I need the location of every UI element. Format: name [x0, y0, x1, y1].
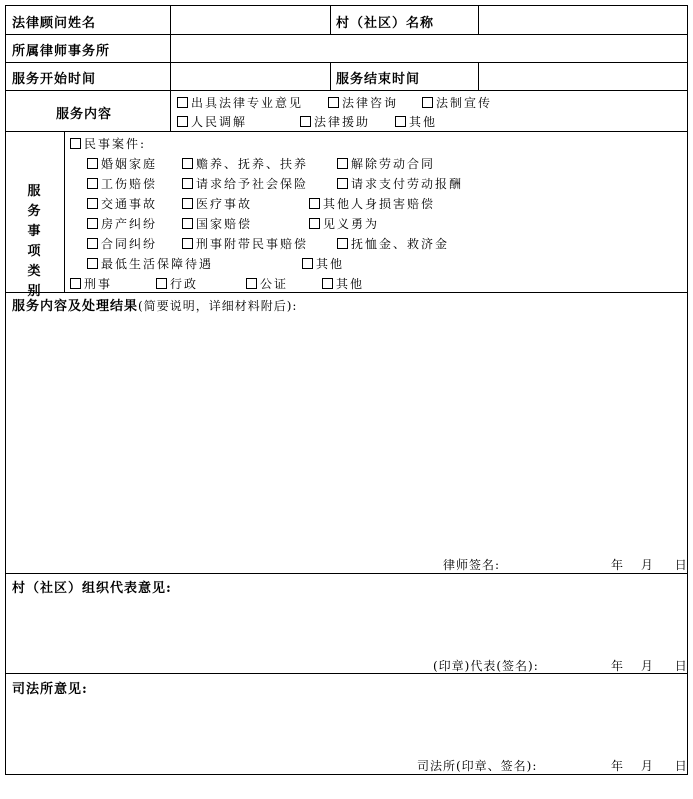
option-other-category[interactable]: 其他: [322, 275, 364, 292]
start-time-field[interactable]: [171, 62, 330, 90]
end-time-label: 服务结束时间: [336, 72, 421, 87]
legal-advisor-service-form: [5, 5, 688, 775]
option-contract-dispute[interactable]: 合同纠纷: [87, 235, 157, 252]
col-divider: [330, 6, 331, 34]
village-opinion-title: 村（社区）组织代表意见:: [12, 581, 172, 596]
option-other-content[interactable]: 其他: [395, 113, 437, 130]
option-criminal[interactable]: 刑事: [70, 275, 112, 292]
row-divider: [6, 673, 687, 674]
checkbox[interactable]: [87, 178, 98, 189]
option-civil-other[interactable]: 其他: [302, 255, 344, 272]
option-support[interactable]: 赡养、抚养、扶养: [182, 155, 308, 172]
option-relief-fund[interactable]: 抚恤金、救济金: [337, 235, 449, 252]
village-signature-date: [611, 657, 687, 674]
village-opinion-area[interactable]: [6, 596, 687, 651]
checkbox[interactable]: [87, 258, 98, 269]
checkbox[interactable]: [182, 158, 193, 169]
lawyer-signature-label: 律师签名:: [443, 558, 501, 572]
row-divider: [6, 573, 687, 574]
option-legal-publicity[interactable]: 法制宣传: [422, 94, 492, 111]
day-label: 日: [674, 558, 687, 572]
checkbox[interactable]: [70, 278, 81, 289]
option-civil-case[interactable]: 民事案件:: [70, 135, 146, 152]
checkbox[interactable]: [337, 158, 348, 169]
option-traffic-accident[interactable]: 交通事故: [87, 195, 157, 212]
option-minimum-living[interactable]: 最低生活保障待遇: [87, 255, 213, 272]
month-label: 月: [640, 659, 653, 673]
option-medical-accident[interactable]: 医疗事故: [182, 195, 252, 212]
checkbox[interactable]: [156, 278, 167, 289]
option-labor-pay[interactable]: 请求支付劳动报酬: [337, 175, 463, 192]
checkbox[interactable]: [87, 218, 98, 229]
advisor-name-field[interactable]: [171, 6, 330, 34]
checkbox[interactable]: [177, 116, 188, 127]
service-category-label: 服务 事项 类别: [27, 184, 41, 299]
justice-opinion-title: 司法所意见:: [12, 682, 88, 697]
day-label: 日: [674, 659, 687, 673]
checkbox[interactable]: [322, 278, 333, 289]
checkbox[interactable]: [87, 238, 98, 249]
end-time-field[interactable]: [479, 62, 687, 90]
checkbox[interactable]: [328, 97, 339, 108]
day-label: 日: [674, 759, 687, 773]
checkbox[interactable]: [337, 238, 348, 249]
col-divider: [170, 90, 171, 131]
row-divider: [6, 292, 687, 293]
result-section-note: (简要说明，详细材料附后):: [138, 299, 298, 313]
lawyer-signature-date: [611, 556, 687, 573]
service-content-label: 服务内容: [56, 107, 113, 122]
year-label: 年: [611, 659, 624, 673]
law-firm-label: 所属律师事务所: [12, 44, 111, 59]
option-legal-consultation[interactable]: 法律咨询: [328, 94, 398, 111]
justice-opinion-area[interactable]: [6, 696, 687, 751]
checkbox[interactable]: [302, 258, 313, 269]
option-property-dispute[interactable]: 房产纠纷: [87, 215, 157, 232]
year-label: 年: [611, 558, 624, 572]
month-label: 月: [640, 759, 653, 773]
option-criminal-civil[interactable]: 刑事附带民事赔偿: [182, 235, 308, 252]
option-terminate-contract[interactable]: 解除劳动合同: [337, 155, 435, 172]
option-state-compensation[interactable]: 国家赔偿: [182, 215, 252, 232]
checkbox[interactable]: [395, 116, 406, 127]
option-administrative[interactable]: 行政: [156, 275, 198, 292]
option-marriage-family[interactable]: 婚姻家庭: [87, 155, 157, 172]
result-section-title: 服务内容及处理结果: [12, 299, 139, 314]
row-divider: [6, 131, 687, 132]
checkbox[interactable]: [177, 97, 188, 108]
law-firm-field[interactable]: [171, 34, 687, 62]
result-text-area[interactable]: [6, 312, 687, 552]
option-work-injury[interactable]: 工伤赔偿: [87, 175, 157, 192]
advisor-name-label: 法律顾问姓名: [12, 16, 97, 31]
col-divider: [330, 62, 331, 90]
checkbox[interactable]: [422, 97, 433, 108]
checkbox[interactable]: [87, 158, 98, 169]
start-time-label: 服务开始时间: [12, 72, 97, 87]
checkbox[interactable]: [300, 116, 311, 127]
option-social-insurance[interactable]: 请求给予社会保险: [182, 175, 308, 192]
row-divider: [6, 90, 687, 91]
checkbox[interactable]: [309, 198, 320, 209]
checkbox[interactable]: [337, 178, 348, 189]
option-legal-aid[interactable]: 法律援助: [300, 113, 370, 130]
checkbox[interactable]: [182, 178, 193, 189]
justice-signature-label: 司法所(印章、签名):: [417, 759, 538, 773]
option-mediation[interactable]: 人民调解: [177, 113, 247, 130]
year-label: 年: [611, 759, 624, 773]
village-signature-label: (印章)代表(签名):: [433, 659, 539, 673]
col-divider: [64, 131, 65, 292]
option-personal-injury[interactable]: 其他人身损害赔偿: [309, 195, 435, 212]
checkbox[interactable]: [182, 218, 193, 229]
checkbox[interactable]: [182, 238, 193, 249]
village-name-label: 村（社区）名称: [336, 16, 435, 31]
checkbox[interactable]: [309, 218, 320, 229]
checkbox[interactable]: [70, 138, 81, 149]
option-righteous-act[interactable]: 见义勇为: [309, 215, 379, 232]
checkbox[interactable]: [246, 278, 257, 289]
village-name-field[interactable]: [479, 6, 687, 34]
option-legal-opinion[interactable]: 出具法律专业意见: [177, 94, 303, 111]
month-label: 月: [640, 558, 653, 572]
option-notarization[interactable]: 公证: [246, 275, 288, 292]
checkbox[interactable]: [182, 198, 193, 209]
checkbox[interactable]: [87, 198, 98, 209]
justice-signature-date: [611, 757, 687, 774]
